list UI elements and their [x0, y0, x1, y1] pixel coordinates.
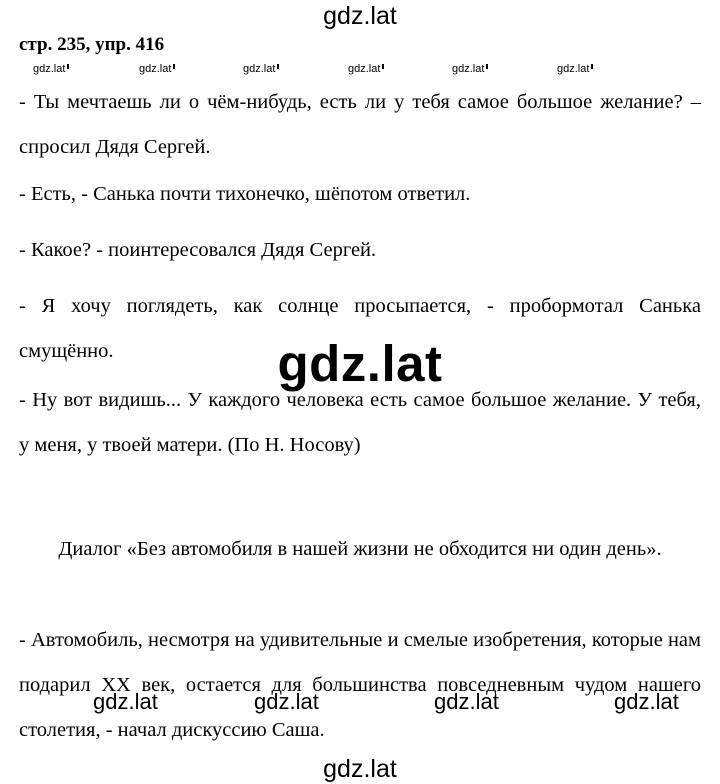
watermark-small: gdz.lat — [557, 63, 593, 75]
watermark-medium: gdz.lat — [434, 689, 499, 714]
watermark-bottom: gdz.lat — [323, 755, 397, 783]
exercise-heading: стр. 235, упр. 416 — [19, 34, 165, 55]
dialog-paragraph: - Автомобиль, несмотря на удивительные и смелые изобретения, которые нам подарил XX век, остается для большинства повседневным чудом нашего столетия, - начал дискуссию Саша. — [19, 629, 701, 741]
dialogue-paragraph: - Есть, - Санька почти тихонечко, шёпотом ответил. — [19, 183, 471, 205]
dialogue-paragraph: - Ну вот видишь... У каждого человека есть самое большое желание. У тебя, у меня, у твоей матери. (По Н. Носову) — [19, 389, 701, 456]
watermark-small: gdz.lat — [243, 63, 279, 75]
watermark-medium: gdz.lat — [254, 689, 319, 714]
watermark-small: gdz.lat — [139, 63, 175, 75]
dialogue-paragraph: - Какое? - поинтересовался Дядя Сергей. — [19, 239, 377, 261]
watermark-small: gdz.lat — [348, 63, 384, 75]
watermark-small: gdz.lat — [33, 63, 69, 75]
watermark-small: gdz.lat — [452, 63, 488, 75]
dialog-title: Диалог «Без автомобиля в нашей жизни не обходится ни один день». — [58, 538, 662, 560]
watermark-large: gdz.lat — [277, 335, 443, 392]
watermark-medium: gdz.lat — [614, 689, 679, 714]
dialogue-paragraph: - Я хочу поглядеть, как солнце просыпается, - пробормотал Санька смущённо. — [19, 295, 701, 362]
watermark-top: gdz.lat — [323, 2, 397, 30]
dialogue-paragraph: - Ты мечтаешь ли о чём-нибудь, есть ли у тебя самое большое желание? – спросил Дядя Сергей. — [19, 91, 701, 158]
watermark-medium: gdz.lat — [93, 689, 158, 714]
